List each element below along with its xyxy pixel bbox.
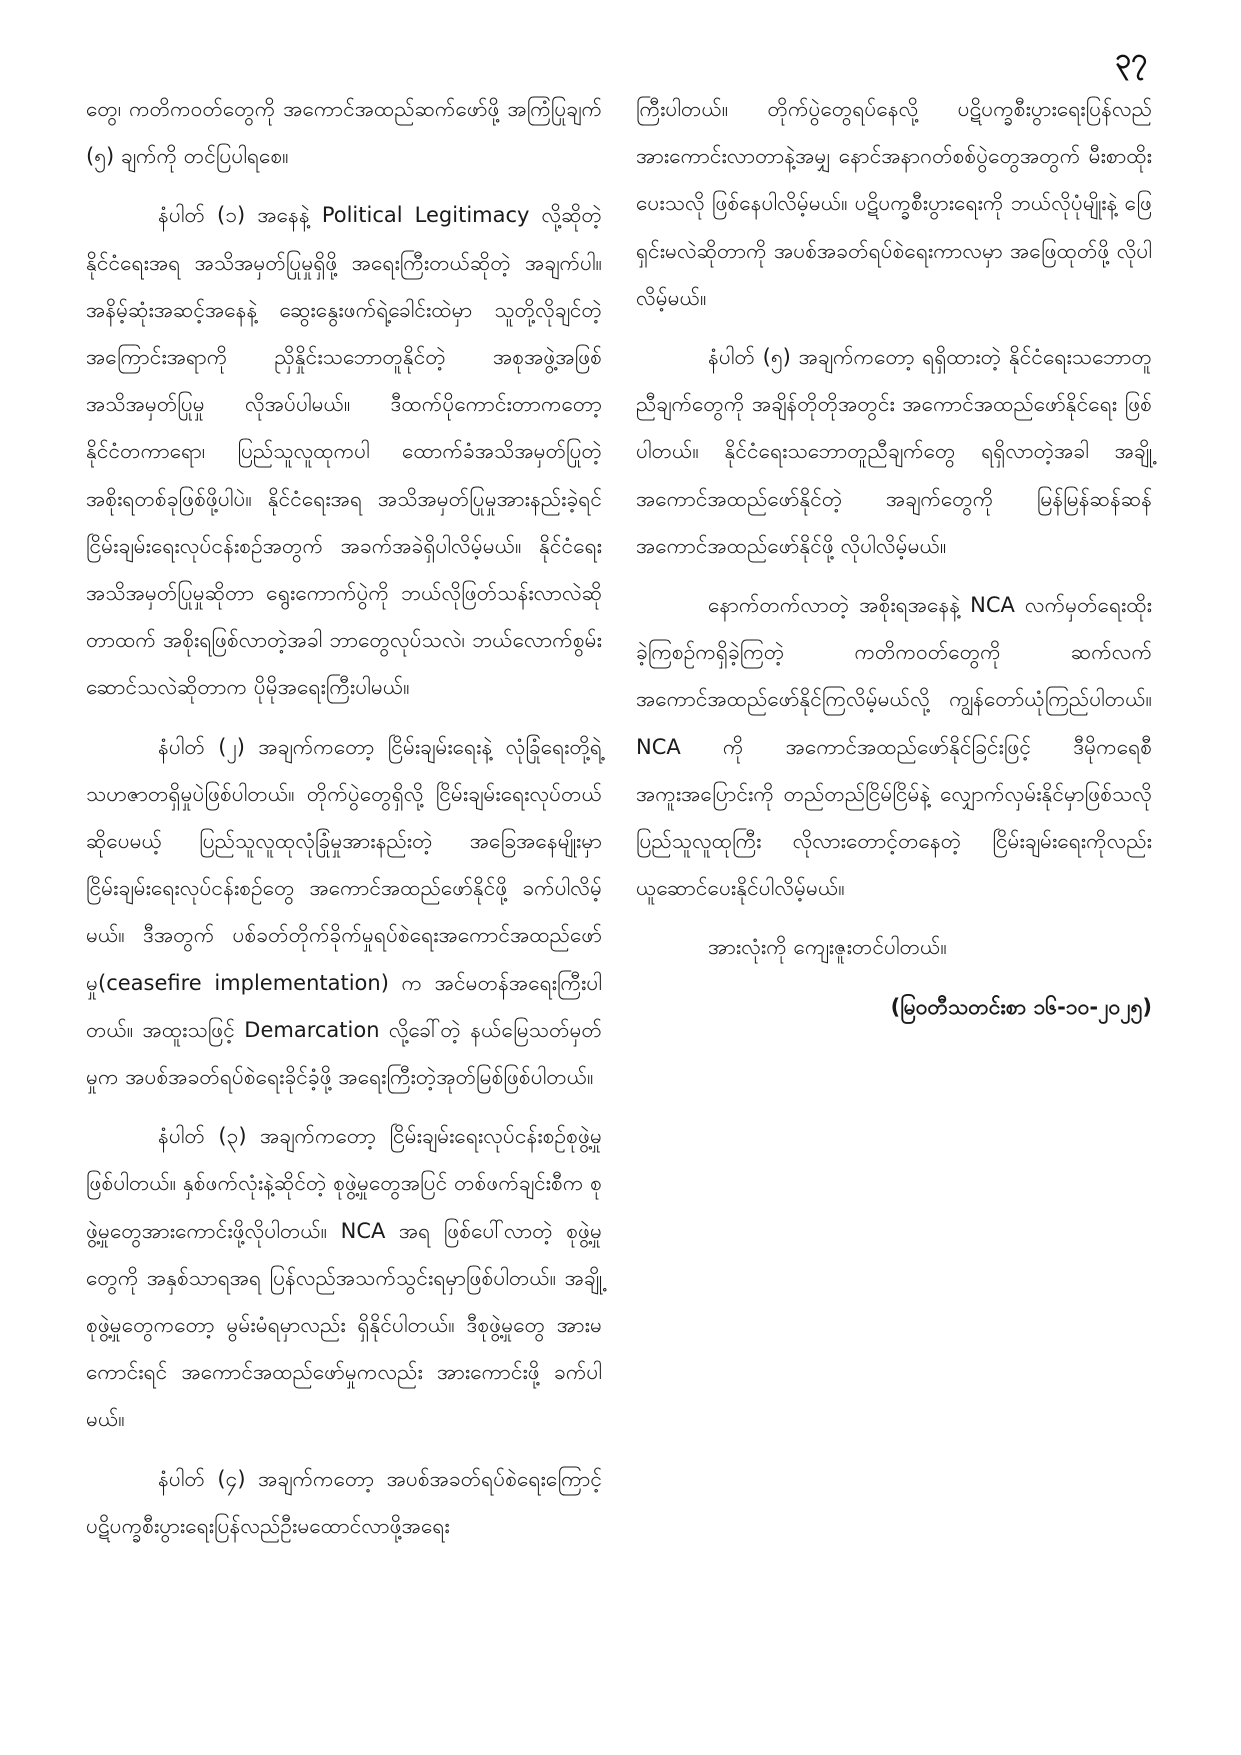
paragraph-point-1: နံပါတ် (၁) အနေနဲ့ Political Legitimacy လို့ဆိုတဲ့ နိုင်ငံရေးအရ အသိအမှတ်ပြုမှုရှိဖို့ အရေးကြီးတယ်ဆိုတဲ့ အချက်ပါ။ အနိမ့်ဆုံးအဆင့်အနေနဲ့ ဆွေးနွေးဖက်ရဲ့ခေါင်းထဲမှာ သူတို့လိုချင်တဲ့အကြောင်းအရာကို ညှိနှိုင်းသဘောတူနိုင်တဲ့ အစုအဖွဲ့အဖြစ် အသိအမှတ်ပြုမှု လိုအပ်ပါမယ်။ ဒီထက်ပိုကောင်းတာကတော့ နိုင်ငံတကာရော၊ ပြည်သူလူထုကပါ ထောက်ခံအသိအမှတ်ပြုတဲ့ အစိုးရတစ်ခုဖြစ်ဖို့ပါပဲ။ နိုင်ငံရေးအရ အသိအမှတ်ပြုမှုအားနည်းခဲ့ရင် ငြိမ်းချမ်းရေးလုပ်ငန်းစဉ်အတွက် အခက်အခဲရှိပါလိမ့်မယ်။ နိုင်ငံရေးအသိအမှတ်ပြုမှုဆိုတာ ရွေးကောက်ပွဲကို ဘယ်လိုဖြတ်သန်းလာလဲဆိုတာထက် အစိုးရဖြစ်လာတဲ့အခါ ဘာတွေလုပ်သလဲ၊ ဘယ်လောက်စွမ်းဆောင်သလဲဆိုတာက ပိုမိုအရေးကြီးပါမယ်။ xyxy=(86,203,602,700)
paragraph-point-4-continued: ကြီးပါတယ်။ တိုက်ပွဲတွေရပ်နေလို့ ပဋိပက္ခစီးပွားရေးပြန်လည်အားကောင်းလာတာနဲ့အမျှ နောင်အနာဂတ်စစ်ပွဲတွေအတွက် မီးစာထိုးပေးသလို ဖြစ်နေပါလိမ့်မယ်။ ပဋိပက္ခစီးပွားရေးကို ဘယ်လိုပုံမျိုးနဲ့ ဖြေရှင်းမလဲဆိုတာကို အပစ်အခတ်ရပ်စဲရေးကာလမှာ အဖြေထုတ်ဖို့ လိုပါလိမ့်မယ်။ xyxy=(636,97,1152,310)
paragraph-continued: တွေ၊ ကတိကဝတ်တွေကို အကောင်အထည်ဆက်ဖော်ဖို့ အကြံပြုချက် (၅) ချက်ကို တင်ပြပါရစေ။ xyxy=(86,97,602,169)
paragraph-point-4-start: နံပါတ် (၄) အချက်ကတော့ အပစ်အခတ်ရပ်စဲရေးကြောင့် ပဋိပက္ခစီးပွားရေးပြန်လည်ဦးမထောင်လာဖို့အရေး xyxy=(86,1466,602,1538)
left-column xyxy=(86,86,602,1562)
paragraph-point-5: နံပါတ် (၅) အချက်ကတော့ ရရှိထားတဲ့ နိုင်ငံရေးသဘောတူညီချက်တွေကို အချိန်တိုတိုအတွင်း အကောင်အထည်ဖော်နိုင်ရေး ဖြစ်ပါတယ်။ နိုင်ငံရေးသဘောတူညီချက်တွေ ရရှိလာတဲ့အခါ အချို့အကောင်အထည်ဖော်နိုင်တဲ့ အချက်တွေကို မြန်မြန်ဆန်ဆန် အကောင်အထည်ဖော်နိုင်ဖို့ လိုပါလိမ့်မယ်။ xyxy=(636,345,1152,558)
thanks-line: အားလုံးကို ကျေးဇူးတင်ပါတယ်။ xyxy=(708,935,947,960)
paragraph-point-3: နံပါတ် (၃) အချက်ကတော့ ငြိမ်းချမ်းရေးလုပ်ငန်းစဉ်စုဖွဲ့မှုဖြစ်ပါတယ်။ နှစ်ဖက်လုံးနဲ့ဆိုင်တဲ့ စုဖွဲ့မှုတွေအပြင် တစ်ဖက်ချင်းစီက စုဖွဲ့မှုတွေအားကောင်းဖို့လိုပါတယ်။ NCA အရ ဖြစ်ပေါ်လာတဲ့ စုဖွဲ့မှုတွေကို အနှစ်သာရအရ ပြန်လည်အသက်သွင်းရမှာဖြစ်ပါတယ်။ အချို့စုဖွဲ့မှုတွေကတော့ မွမ်းမံရမှာလည်း ရှိနိုင်ပါတယ်။ ဒီစုဖွဲ့မှုတွေ အားမကောင်းရင် အကောင်အထည်ဖော်မှုကလည်း အားကောင်းဖို့ ခက်ပါမယ်။ xyxy=(86,1124,602,1432)
right-column xyxy=(636,86,1152,1043)
paragraph-conclusion: နောက်တက်လာတဲ့ အစိုးရအနေနဲ့ NCA လက်မှတ်ရေးထိုးခဲ့ကြစဉ်ကရှိခဲ့ကြတဲ့ ကတိကဝတ်တွေကို ဆက်လက်အကောင်အထည်ဖော်နိုင်ကြလိမ့်မယ်လို့ ကျွန်တော်ယုံကြည်ပါတယ်။ NCA ကို အကောင်အထည်ဖော်နိုင်ခြင်းဖြင့် ဒီမိုကရေစီအကူးအပြောင်းကို တည်တည်ငြိမ်ငြိမ်နဲ့ လျှောက်လှမ်းနိုင်မှာဖြစ်သလို ပြည်သူလူထုကြီး လိုလားတောင့်တနေတဲ့ ငြိမ်းချမ်းရေးကိုလည်း ယူဆောင်ပေးနိုင်ပါလိမ့်မယ်။ xyxy=(636,593,1152,901)
source-citation: (မြဝတီသတင်းစာ ၁၆-၁၀-၂၀၂၅) xyxy=(890,994,1152,1019)
paragraph-point-2: နံပါတ် (၂) အချက်ကတော့ ငြိမ်းချမ်းရေးနဲ့ လုံခြုံရေးတို့ရဲ့ သဟဇာတရှိမှုပဲဖြစ်ပါတယ်။ တိုက်ပွဲတွေရှိလို့ ငြိမ်းချမ်းရေးလုပ်တယ်ဆိုပေမယ့် ပြည်သူလူထုလုံခြုံမှုအားနည်းတဲ့ အခြေအနေမျိုးမှာ ငြိမ်းချမ်းရေးလုပ်ငန်းစဉ်တွေ အကောင်အထည်ဖော်နိုင်ဖို့ ခက်ပါလိမ့်မယ်။ ဒီအတွက် ပစ်ခတ်တိုက်ခိုက်မှုရပ်စဲရေးအကောင်အထည်ဖော်မှု(ceasefire implementation) က အင်မတန်အရေးကြီးပါတယ်။ အထူးသဖြင့် Demarcation လို့ခေါ်တဲ့ နယ်မြေသတ်မှတ်မှုက အပစ်အခတ်ရပ်စဲရေးခိုင်ခံ့ဖို့ အရေးကြီးတဲ့အုတ်မြစ်ဖြစ်ပါတယ်။ xyxy=(86,734,602,1090)
page-number: ၃၇ xyxy=(1115,42,1147,75)
